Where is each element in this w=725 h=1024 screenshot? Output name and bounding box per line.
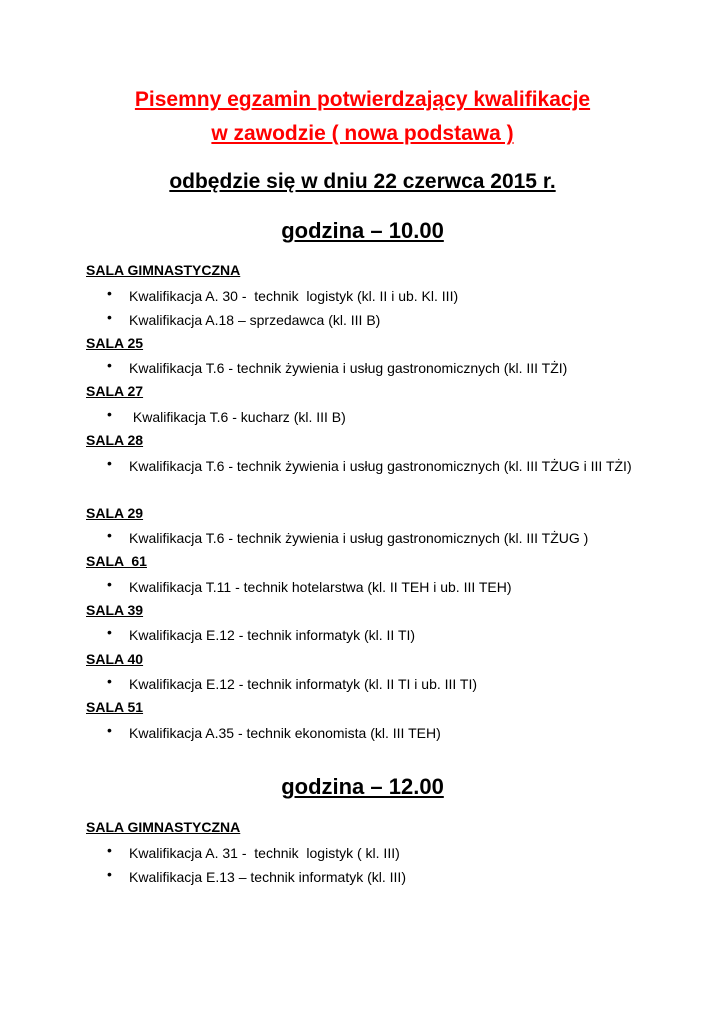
room-heading: SALA 28 xyxy=(86,432,144,448)
list-item xyxy=(107,285,647,307)
bullet-icon: • xyxy=(107,673,112,689)
list-item xyxy=(107,866,647,888)
list-item-text: Kwalifikacja T.6 - technik żywienia i usług gastronomicznych (kl. III TŻUG ) xyxy=(129,530,589,546)
list-item xyxy=(107,722,647,744)
bullet-icon: • xyxy=(107,866,112,882)
list-item-text: Kwalifikacja E.13 – technik informatyk (kl. III) xyxy=(129,869,406,885)
list-item xyxy=(107,527,647,549)
title-line-1: Pisemny egzamin potwierdzający kwalifikacje xyxy=(134,88,591,111)
bullet-icon: • xyxy=(107,357,112,373)
exam-date: odbędzie się w dniu 22 czerwca 2015 r. xyxy=(169,170,556,193)
title-line-2: w zawodzie ( nowa podstawa ) xyxy=(211,122,514,145)
list-item-text: Kwalifikacja T.6 - kucharz (kl. III B) xyxy=(129,409,346,425)
bullet-icon: • xyxy=(107,624,112,640)
list-item xyxy=(107,406,647,428)
list-item-text: Kwalifikacja A.35 - technik ekonomista (kl. III TEH) xyxy=(129,725,441,741)
room-heading: SALA 25 xyxy=(86,335,144,351)
bullet-icon: • xyxy=(107,576,112,592)
session-2-hour: godzina – 12.00 xyxy=(281,774,444,799)
bullet-icon: • xyxy=(107,309,112,325)
list-item xyxy=(107,842,647,864)
list-item xyxy=(107,624,647,646)
room-heading: SALA 27 xyxy=(86,383,144,399)
session-1-hour: godzina – 10.00 xyxy=(281,218,444,243)
list-item xyxy=(107,357,647,379)
list-item xyxy=(107,309,647,331)
list-item-text: Kwalifikacja A. 31 - technik logistyk ( kl. III) xyxy=(129,845,400,861)
room-heading: SALA GIMNASTYCZNA xyxy=(86,819,241,835)
room-heading: SALA 40 xyxy=(86,651,144,667)
list-item xyxy=(107,673,647,695)
bullet-icon: • xyxy=(107,722,112,738)
room-heading: SALA GIMNASTYCZNA xyxy=(86,262,241,278)
list-item-text: Kwalifikacja T.11 - technik hotelarstwa (kl. II TEH i ub. III TEH) xyxy=(129,579,512,595)
room-heading: SALA 39 xyxy=(86,602,144,618)
list-item xyxy=(107,455,647,477)
list-item-text: Kwalifikacja E.12 - technik informatyk (kl. II TI i ub. III TI) xyxy=(129,676,478,692)
room-heading: SALA 61 xyxy=(86,553,147,569)
room-heading: SALA 29 xyxy=(86,505,144,521)
bullet-icon: • xyxy=(107,842,112,858)
list-item-text: Kwalifikacja A.18 – sprzedawca (kl. III B) xyxy=(129,312,381,328)
bullet-icon: • xyxy=(107,285,112,301)
bullet-icon: • xyxy=(107,527,112,543)
list-item-text: Kwalifikacja E.12 - technik informatyk (kl. II TI) xyxy=(129,627,416,643)
list-item-text: Kwalifikacja T.6 - technik żywienia i usług gastronomicznych (kl. III TŻI) xyxy=(129,360,568,376)
bullet-icon: • xyxy=(107,406,112,422)
room-heading: SALA 51 xyxy=(86,699,144,715)
list-item-text: Kwalifikacja A. 30 - technik logistyk (kl. II i ub. Kl. III) xyxy=(129,288,459,304)
bullet-icon: • xyxy=(107,455,112,471)
list-item xyxy=(107,576,647,598)
list-item-text: Kwalifikacja T.6 - technik żywienia i usług gastronomicznych (kl. III TŻUG i III TŻI) xyxy=(129,458,632,474)
